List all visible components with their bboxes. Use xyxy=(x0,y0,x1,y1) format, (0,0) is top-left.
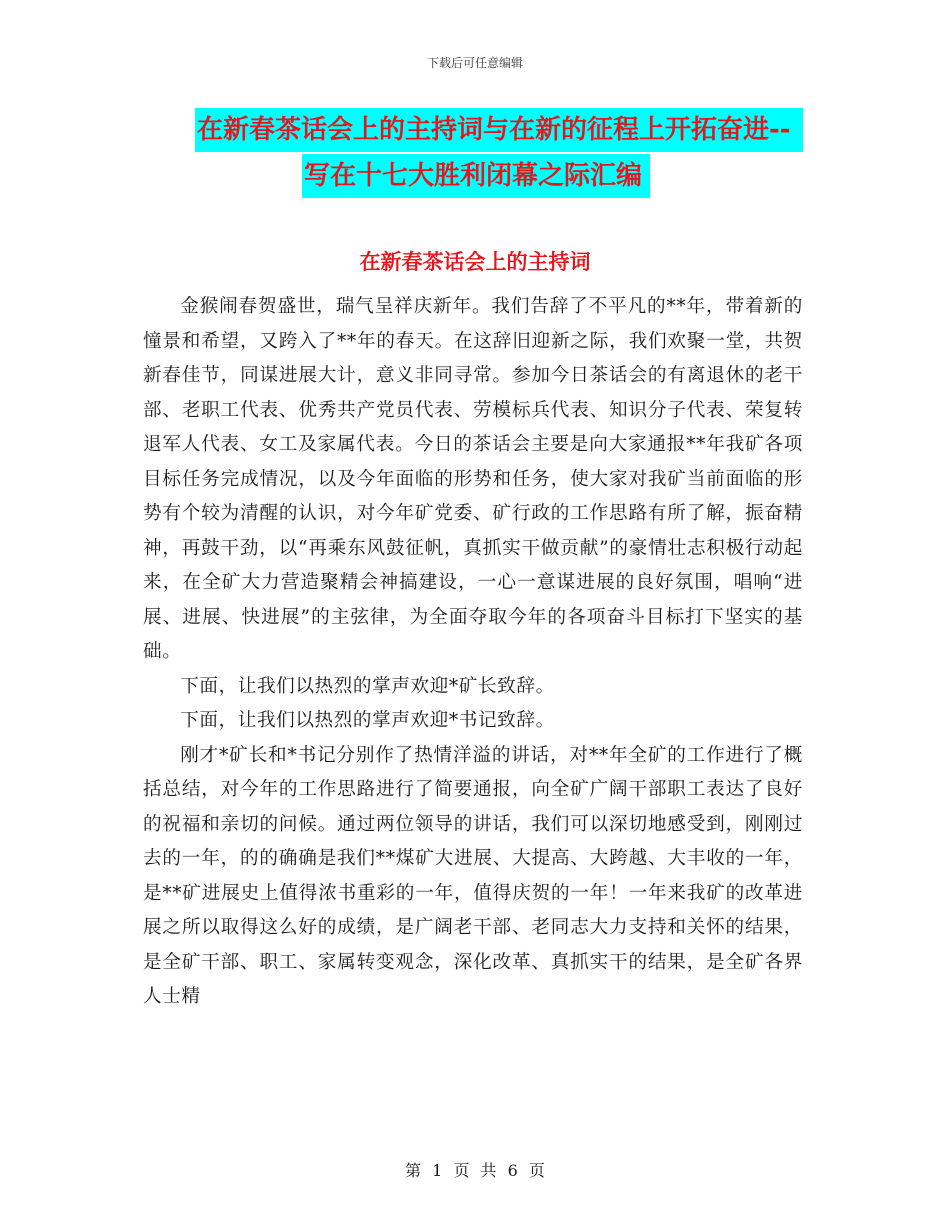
paragraph: 金猴闹春贺盛世，瑞气呈祥庆新年。我们告辞了不平凡的**年，带着新的憧景和希望，又跨入了**年的春天。在这辞旧迎新之际，我们欢聚一堂，共贺新春佳节，同谋进展大计，意义非同寻常。参加今日茶话会的有离退休的老干部、老职工代表、优秀共产党员代表、劳模标兵代表、知识分子代表、荣复转退军人代表、女工及家属代表。今日的茶话会主要是向大家通报**年我矿各项目标任务完成情况，以及今年面临的形势和任务，使大家对我矿当前面临的形势有个较为清醒的认识，对今年矿党委、矿行政的工作思路有所了解，振奋精神，再鼓干劲，以“再乘东风鼓征帆，真抓实干做贡献”的豪情壮志积极行动起来，在全矿大力营造聚精会神搞建设，一心一意谋进展的良好氛围，唱响“进展、进展、快进展”的主弦律，为全面夺取今年的各项奋斗目标打下坚实的基础。 xyxy=(143,296,803,662)
body-text xyxy=(143,290,803,1015)
paragraph: 下面，让我们以热烈的掌声欢迎*书记致辞。 xyxy=(180,710,555,731)
header-note: 下载后可任意编辑 xyxy=(426,56,523,70)
page-footer: 第 1 页 共 6 页 xyxy=(405,1161,545,1180)
title-line-2: 写在十七大胜利闭幕之际汇编 xyxy=(302,154,650,198)
paragraph: 刚才*矿长和*书记分别作了热情洋溢的讲话，对**年全矿的工作进行了概括总结，对今年的工作思路进行了简要通报，向全矿广阔干部职工表达了良好的祝福和亲切的问候。通过两位领导的讲话，我们可以深切地感受到，刚刚过去的一年，的的确确是我们**煤矿大进展、大提高、大跨越、大丰收的一年，是**矿进展史上值得浓书重彩的一年，值得庆贺的一年！一年来我矿的改革进展之所以取得这么好的成绩，是广阔老干部、老同志大力支持和关怀的结果，是全矿干部、职工、家属转变观念，深化改革、真抓实干的结果，是全矿各界人士精 xyxy=(143,744,803,1007)
section-heading: 在新春茶话会上的主持词 xyxy=(359,250,591,274)
paragraph: 下面，让我们以热烈的掌声欢迎*矿长致辞。 xyxy=(180,675,555,697)
title-line-1: 在新春茶话会上的主持词与在新的征程上开拓奋进-- xyxy=(195,108,803,152)
